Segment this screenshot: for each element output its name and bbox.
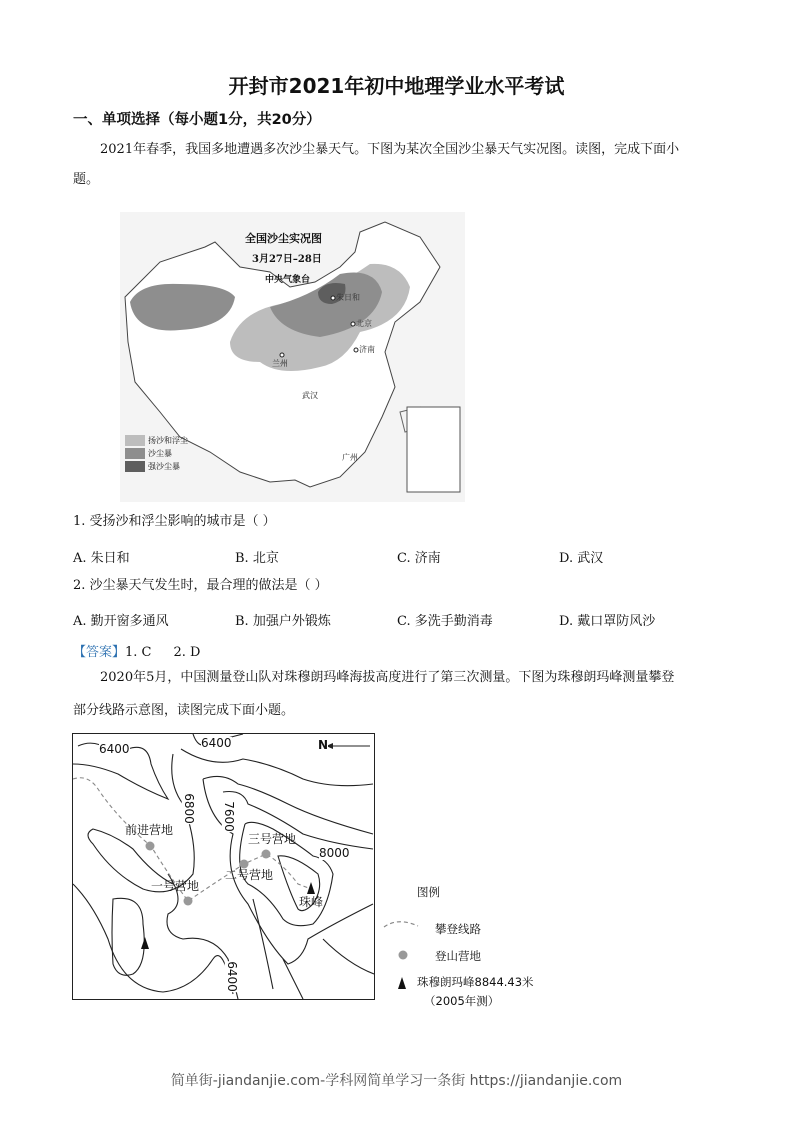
q1-option-b: B. 北京 — [235, 551, 279, 566]
contour-lines — [73, 734, 374, 999]
intro-2-line-2: 部分线路示意图，读图完成下面小题。 — [73, 703, 295, 718]
answer-tag: 【答案】 — [73, 645, 126, 660]
peak-label: 珠峰 — [299, 895, 324, 909]
q2-option-b: B. 加强户外锻炼 — [235, 614, 331, 629]
intro-1-line-1: 2021年春季，我国多地遭遇多次沙尘暴天气。下图为某次全国沙尘暴天气实况图。读图，完成下面小 — [100, 142, 680, 157]
legend-peak-label: 珠穆朗玛峰8844.43米 — [417, 975, 534, 989]
city-label: 兰州 — [272, 359, 288, 368]
camp-label: 三号营地 — [248, 832, 297, 846]
intro-2-line-1: 2020年5月，中国测量登山队对珠穆朗玛峰海拔高度进行了第三次测量。下图为珠穆朗玛峰测量攀登 — [100, 670, 675, 685]
section-heading: 一、单项选择（每小题1分，共20分） — [73, 112, 321, 128]
camp-label: 二号营地 — [225, 868, 274, 882]
peak-icon — [307, 882, 315, 894]
question-2-stem: 2. 沙尘暴天气发生时，最合理的做法是（ ） — [73, 578, 328, 593]
city-label: 朱日和 — [336, 293, 360, 302]
answer-line — [73, 641, 200, 660]
q1-option-d: D. 武汉 — [559, 551, 604, 566]
city-label: 武汉 — [302, 391, 318, 400]
contour-label: 6400 — [99, 742, 130, 756]
contour-label: 6400 — [201, 736, 232, 750]
contour-label: 8000 — [319, 846, 350, 860]
q2-option-a: A. 勤开窗多通风 — [73, 614, 169, 629]
city-label: 广州 — [342, 453, 358, 462]
legend-swatch-dark — [125, 461, 145, 472]
camp-marker — [184, 897, 193, 906]
contour-label: 6800 — [181, 793, 196, 824]
dust-map-figure — [120, 212, 465, 502]
q1-option-a: A. 朱日和 — [73, 551, 130, 566]
answer-2: 2. D — [173, 645, 201, 660]
contour-label: 7600 — [221, 801, 236, 832]
south-china-sea-inset — [407, 407, 460, 492]
everest-contour-map — [72, 733, 375, 1000]
route-legend-icon — [383, 917, 423, 929]
legend-route-label: 攀登线路 — [435, 922, 481, 936]
map-source: 中央气象台 — [265, 275, 311, 285]
peak-icon — [141, 937, 149, 949]
legend-label: 扬沙和浮尘 — [148, 436, 188, 445]
camp-legend-icon — [397, 949, 409, 961]
map-date: 3月27日–28日 — [252, 254, 322, 265]
page-footer: 简单街-jiandanjie.com-学科网简单学习一条街 https://jiandanjie.com — [170, 1073, 623, 1089]
contour-label: 6400 — [224, 961, 239, 992]
legend-label: 沙尘暴 — [148, 449, 172, 458]
camp-label: 前进营地 — [125, 823, 174, 837]
q2-option-c: C. 多洗手勤消毒 — [397, 614, 493, 629]
legend-title: 图例 — [417, 885, 440, 899]
intro-1-line-2: 题。 — [73, 172, 100, 187]
city-label: 济南 — [359, 345, 375, 354]
map-legend — [125, 434, 188, 473]
legend-peak-note: （2005年测） — [424, 994, 500, 1008]
camp-marker — [146, 842, 155, 851]
answer-1: 1. C — [125, 645, 152, 660]
map-title: 全国沙尘实况图 — [245, 232, 322, 245]
legend-camp-label: 登山营地 — [435, 949, 481, 963]
camp-label: 一号营地 — [151, 879, 200, 893]
page-title: 开封市2021年初中地理学业水平考试 — [228, 74, 565, 98]
legend-label: 强沙尘暴 — [148, 462, 180, 471]
peak-legend-icon — [397, 976, 407, 990]
legend-swatch-light — [125, 435, 145, 446]
north-label: N — [318, 738, 329, 752]
q2-option-d: D. 戴口罩防风沙 — [559, 614, 656, 629]
city-label: 北京 — [356, 319, 372, 328]
q1-option-c: C. 济南 — [397, 551, 441, 566]
question-1-stem: 1. 受扬沙和浮尘影响的城市是（ ） — [73, 514, 276, 529]
legend-swatch-medium — [125, 448, 145, 459]
camp-marker — [262, 850, 271, 859]
